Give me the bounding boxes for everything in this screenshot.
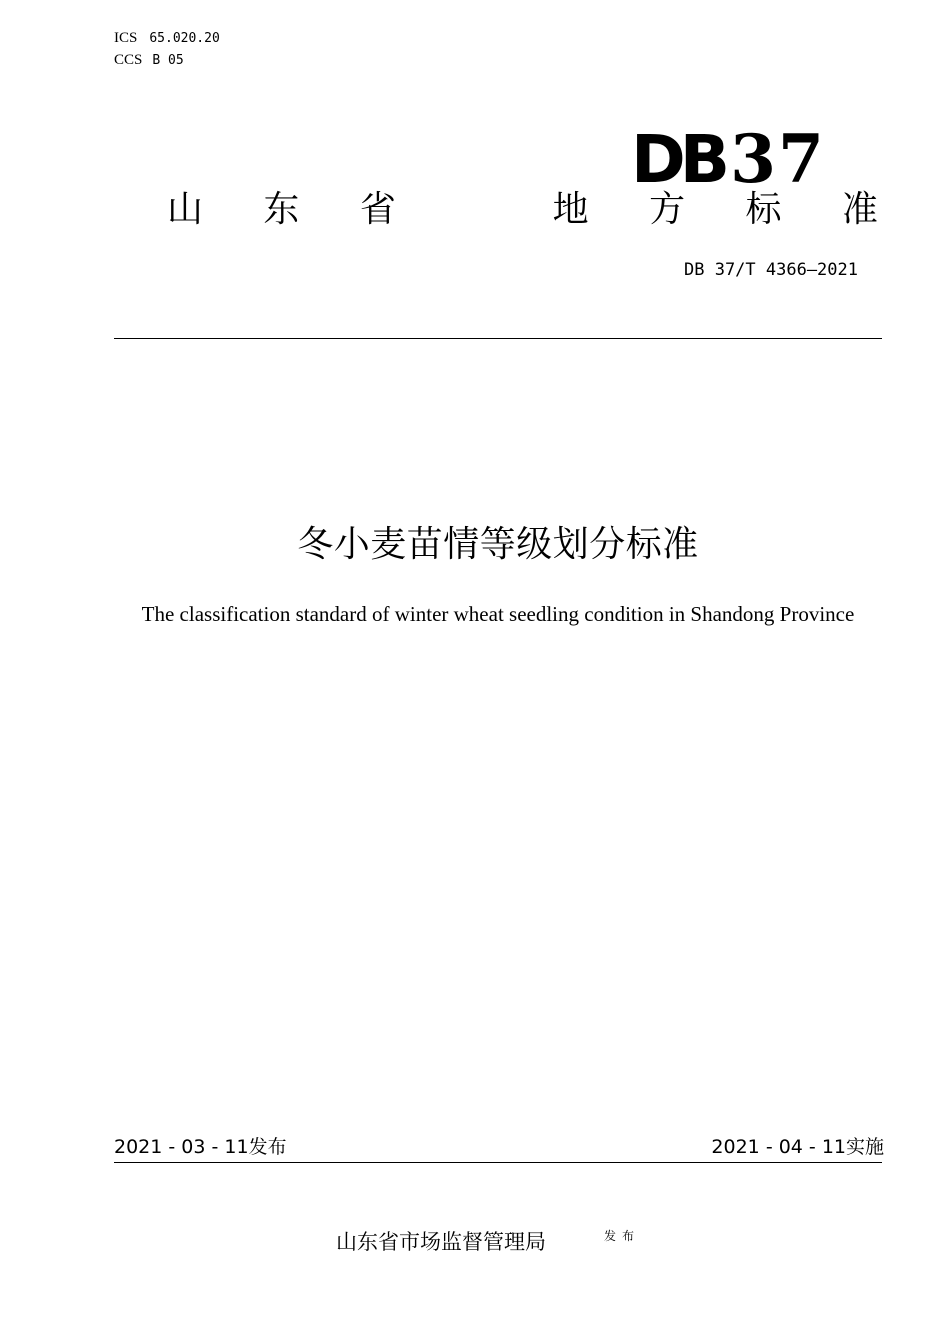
standard-code: DB 37/T 4366—2021 bbox=[684, 260, 858, 280]
ccs-value: B 05 bbox=[152, 53, 184, 68]
logo-prefix: DB bbox=[631, 121, 725, 198]
ccs-label: CCS bbox=[114, 52, 143, 68]
logo-number: 37 bbox=[730, 120, 826, 198]
standard-type-char: 东 bbox=[263, 188, 300, 230]
standard-type-char: 标 bbox=[745, 188, 782, 230]
standard-type-char: 方 bbox=[649, 188, 686, 230]
ics-line bbox=[114, 28, 220, 49]
title-english: The classification standard of winter wheat seedling condition in Shandong Province bbox=[141, 602, 855, 626]
standard-type-char: 省 bbox=[359, 188, 396, 230]
publisher-name: 山东省市场监督管理局 bbox=[336, 1230, 546, 1254]
publisher-suffix: 发布 bbox=[604, 1229, 641, 1243]
title-chinese: 冬小麦苗情等级划分标准 bbox=[297, 524, 699, 565]
ccs-line bbox=[114, 50, 184, 71]
standard-type-char: 地 bbox=[552, 188, 589, 230]
standard-type-heading bbox=[165, 183, 880, 229]
standard-type-char: 准 bbox=[841, 188, 878, 230]
implementation-date: 2021 - 04 - 11实施 bbox=[711, 1136, 884, 1158]
footer-divider bbox=[114, 1162, 882, 1163]
standard-type-char: 山 bbox=[166, 188, 203, 230]
issue-date: 2021 - 03 - 11发布 bbox=[114, 1136, 287, 1158]
ics-value: 65.020.20 bbox=[149, 31, 220, 46]
header-divider bbox=[114, 338, 882, 339]
ics-label: ICS bbox=[114, 30, 138, 46]
